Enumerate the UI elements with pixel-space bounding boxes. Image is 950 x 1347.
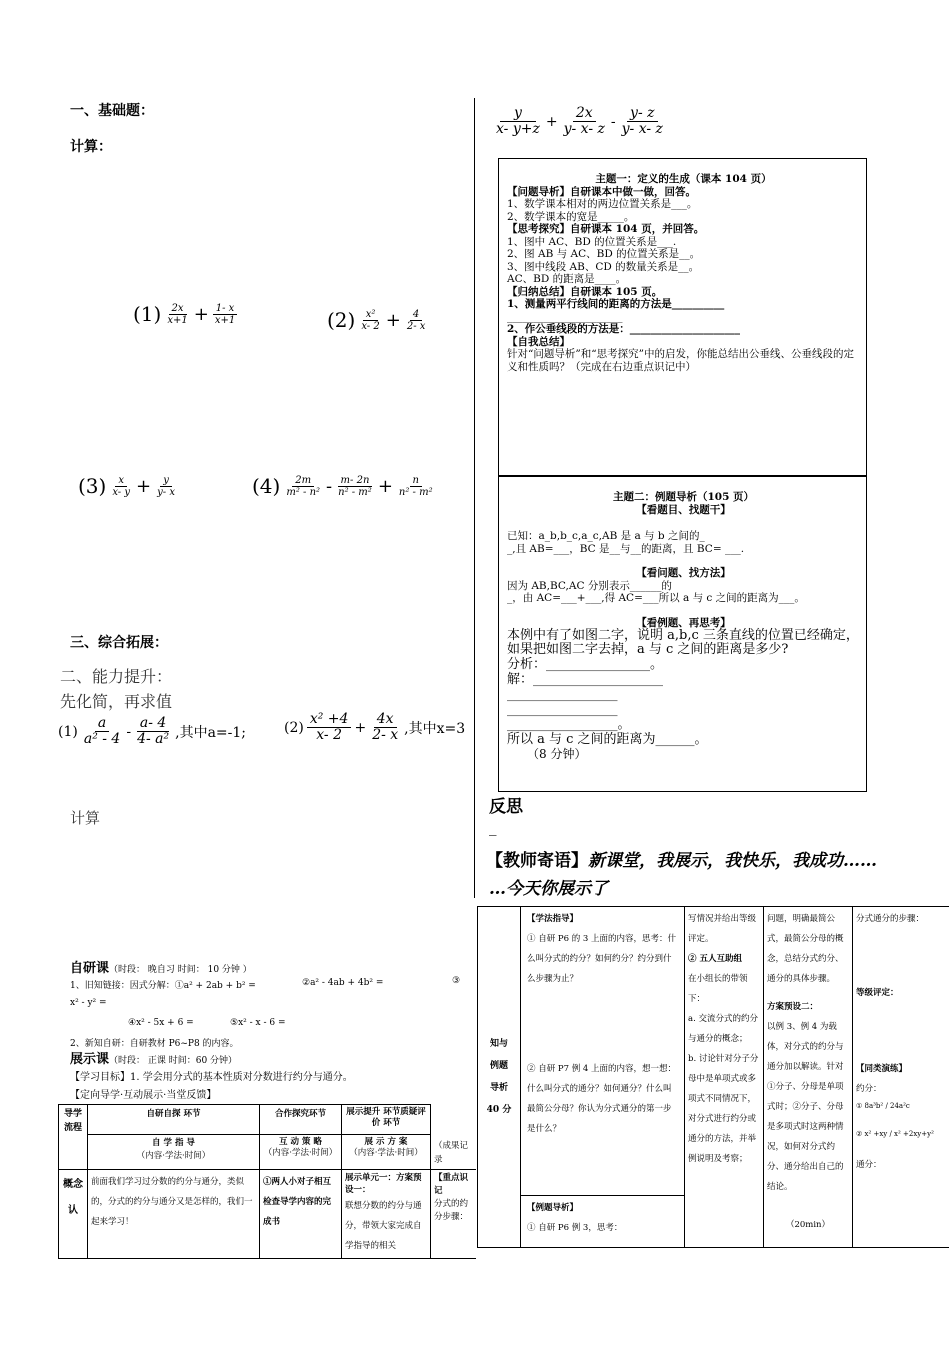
problem-2 <box>327 308 431 332</box>
problem-4 <box>252 474 439 498</box>
learning-mode: 【定向导学·互动展示·当堂反馈】 <box>70 1090 217 1101</box>
fraction: $\frac{y}{y- x}$ <box>157 474 175 498</box>
new-knowledge: 2、新知自研：自研教材 P6~P8 的内容。 <box>70 1039 239 1049</box>
problem-number: (1) <box>58 723 78 740</box>
condition: ,其中x=3 <box>404 720 466 737</box>
column-divider <box>474 98 475 898</box>
guide-item-1: ① 自研 P6 的 3 上面的内容，思考：什么叫分式的约分？如何约分？约分到什么步骤为止？ <box>527 934 677 984</box>
fraction: $\frac{4x}{2- x}$ <box>372 711 399 744</box>
row-coop: ①两人小对子相互检查导学内容的完成书 <box>260 1169 342 1258</box>
row-label: 概念认 <box>59 1169 88 1258</box>
fraction: $\frac{2x}{x+1}$ <box>167 302 188 326</box>
theme-1-line: 【问题导析】自研课本中做一做，回答。 <box>507 185 696 198</box>
theme-1-line: 1、数学课本相对的两边位置关系是___。 <box>507 198 698 210</box>
show-text: 以例 3、例 4 为载体，对分式的约分与通分加以解读。针对①分子、分母是单项式时；②分子、分母是多项式时这两种情况，如何对分式约分、通分给出自己的结论。 <box>767 1022 844 1192</box>
theme-2-text: 因为 AB,BC,AC 分别表示______的 <box>507 579 672 592</box>
theme-1-line: 【归纳总结】自研课本 105 页。 <box>507 285 663 298</box>
operator: - <box>610 113 616 130</box>
theme-2-box <box>498 476 867 792</box>
review-line: ⑤x² - x - 6 = <box>230 1018 286 1028</box>
col-label: 知与例题导析 40 分 <box>478 907 521 1248</box>
theme-2-text: 已知：a_b,b_c,a_c,AB 是 a 与 b 之间的_ <box>507 530 705 542</box>
problem-3 <box>78 474 181 498</box>
fraction: $\frac{\text{x² +4}}{x- 2}$ <box>307 712 352 744</box>
theme-1-line: 2、作公垂线段的方法是：_____________________ <box>507 323 741 335</box>
lesson-table <box>477 906 949 1248</box>
theme-2-text: 本例中有了如图二字，说明 a,b,c 三条直线的位置已经确定，如果把如图二字去掉，a 与 c 之间的距离是多少? <box>507 628 859 657</box>
operator: + <box>354 719 367 736</box>
show-plan-title: 方案预设二： <box>767 1002 819 1012</box>
guide-item-2: ② 自研 P7 例 4 上面的内容，想一想：什么叫分式的通分？如何通分？什么叫最简公分母？你认为分式通分的第一步是什么？ <box>527 1064 677 1134</box>
self-study-header <box>70 957 252 976</box>
common-label: 通分： <box>856 1160 882 1170</box>
theme-1-title: 主题一：定义的生成（课本 104 页） <box>595 173 772 185</box>
coop-strategy-header: 互 动 策 略 （内容·学法·时间） <box>260 1135 342 1169</box>
calc2-label: 计算 <box>70 809 101 827</box>
row-show: 展示单元一：方案预设一： 联想分数的约分与通分，带领大家完成自学指导的相关 <box>342 1169 431 1258</box>
example-item: ① 自研 P6 例 3，思考： <box>527 1223 623 1233</box>
show-plan-header: 展 示 方 案 （内容·学法·时间） <box>342 1135 431 1169</box>
self-study-meta: （时段： 晚自习 时间： 10 分钟 ） <box>109 965 252 975</box>
operator: + <box>385 309 401 331</box>
fraction: $\frac{x}{x- y}$ <box>112 474 131 498</box>
fraction: $\frac{m- 2n}{\text{n² - m²}}$ <box>338 474 372 498</box>
review-line: x² - y² = <box>70 998 107 1008</box>
problem-number: (2) <box>284 719 304 736</box>
coop-title: ② 五人互助组 <box>688 954 742 964</box>
theme-1-line: 2、图 AB 与 AC、BD 的位置关系是__。 <box>507 248 701 260</box>
practice-q2: ② x² +xy / x² +2xy+y² <box>856 1130 934 1138</box>
show-title: 展示课 <box>70 1052 110 1067</box>
fraction: $\frac{2m}{\text{m² - n²}}$ <box>286 474 321 498</box>
practice-q1: ① 8a³b² / 24a²c <box>856 1102 910 1110</box>
problem-number: (2) <box>327 308 356 332</box>
review-line: ②a² - 4ab + 4b² = <box>302 978 384 988</box>
coop-text: 写情况并给出等级评定。 <box>688 914 757 944</box>
flow-table <box>58 1104 476 1259</box>
theme-1-line: 针对“问题导析”和“思考探究”中的启发，你能总结出公垂线、公垂线段的定义和性质吗？（完成在右边重点识记中） <box>507 348 854 373</box>
simplify-label: 先化简，再求值 <box>60 692 173 711</box>
calc-label: 计算： <box>70 139 112 155</box>
theme-2-sub: 【看问题、找方法】 <box>636 567 731 579</box>
theme-2-text: _,且 AB=___，BC 是__与__的距离，且 BC= ___. <box>507 542 745 555</box>
theme-2-text: 所以 a 与 c 之间的距离为______。 <box>507 732 708 747</box>
reflect-label: 反思 <box>489 797 523 817</box>
self-header: 自研自探 环节 <box>88 1105 260 1135</box>
theme-1-line: 【自我总结】 <box>507 335 570 348</box>
self-guide-header: 自 学 指 导 （内容·学法·时间） <box>88 1135 260 1169</box>
extend-title: 三、综合拓展： <box>70 635 168 651</box>
operator: + <box>545 113 558 130</box>
problem-number: (1) <box>133 302 162 326</box>
theme-1-line: 1、测量两平行线间的距离的方法是__________ <box>507 298 725 310</box>
theme-2-sub: 【看题目、找题干】 <box>636 503 731 516</box>
teacher-label: 【教师寄语】 <box>486 851 588 871</box>
eval-problem-1 <box>58 716 246 748</box>
problem-number: (4) <box>252 474 281 498</box>
operator: - <box>126 723 132 740</box>
flow-header: 导学流程 <box>59 1105 88 1170</box>
fraction: $\frac{4}{2- x}$ <box>406 308 426 332</box>
fraction: $\frac{a- 4}{\text{4- a²}}$ <box>137 715 170 748</box>
show-header-cell: 展示提升 环节质疑评价 环节 <box>342 1105 431 1135</box>
review-line: ③ <box>452 976 461 986</box>
example-title: 【例题导析】 <box>527 1203 579 1213</box>
show-text: 问题，明确最简公式，最简公分母的概念，总结分式约分、通分的具体步骤。 <box>767 914 844 984</box>
problem-number: (3) <box>78 474 107 498</box>
coop-text: 在小组长的带领下： <box>688 974 748 1004</box>
reduce-label: 约分： <box>856 1084 882 1094</box>
theme-1-line: 3、图中线段 AB、CD 的数量关系是__。 <box>507 260 700 273</box>
theme-2-text: _________________ <box>507 687 618 702</box>
guide-title: 【学法指导】 <box>527 914 579 924</box>
theme-2-text: _，由 AC=___+___,得 AC=___所以 a 与 c 之间的距离为___。 <box>507 592 805 604</box>
fraction: $\frac{1- x}{x+1}$ <box>212 303 238 326</box>
show-header <box>70 1048 237 1067</box>
col-coop <box>685 907 764 1248</box>
note-text: 分式通分的步骤： <box>856 914 925 924</box>
theme-2-title: 主题二：例题导析（105 页） <box>612 491 755 503</box>
row-note: 【重点识记 分式的约分步骤： <box>431 1169 477 1258</box>
condition: ,其中a=-1; <box>175 724 247 741</box>
fraction: $\frac{a}{\text{a² - 4}}$ <box>83 715 121 748</box>
operator: + <box>136 475 152 497</box>
theme-1-line: 2、数学课本的宽是_____。 <box>507 210 635 223</box>
theme-2-text: _________________。 <box>507 717 631 732</box>
review-line: ④x² - 5x + 6 = <box>128 1018 194 1028</box>
theme-2-sub: 【看例题、再思考】 <box>636 616 731 629</box>
operator: + <box>377 475 393 497</box>
theme-2-text: 分析：________________。 <box>507 657 664 672</box>
operator: - <box>326 475 333 497</box>
fraction: $\frac{n}{\text{n² - m²}}$ <box>398 474 433 498</box>
review-line: 1、旧知链接：因式分解：①a² + 2ab + b² = <box>70 981 256 991</box>
theme-2-time: （8 分钟） <box>527 747 587 761</box>
col-show <box>764 907 853 1248</box>
fraction: $\frac{2x}{y- x- z}$ <box>563 105 605 138</box>
show-meta: （时段： 正课 时间：60 分钟） <box>109 1056 238 1066</box>
coop-header: 合作探究环节 <box>260 1105 342 1135</box>
teacher-msg-2: …今天你展示了 <box>489 879 608 899</box>
fraction: $\frac{y- z}{y- x- z}$ <box>621 105 663 138</box>
col-note <box>853 907 950 1248</box>
self-study-title: 自研课 <box>70 961 110 976</box>
col-guide <box>521 907 685 1248</box>
theme-1-line: 【思考探究】自研课本 104 页，并回答。 <box>507 223 705 235</box>
reflect-dash: _ <box>489 818 497 836</box>
theme-1-line: ______________________ <box>507 310 623 323</box>
theme-2-text: _________________ <box>507 702 618 717</box>
ability-title: 二、能力提升： <box>60 667 173 686</box>
grade-label: 等级评定： <box>856 988 899 998</box>
problem-1 <box>133 302 241 326</box>
coop-text: b. 讨论针对分子分母中是单项式或多项式不同情况下，对分式进行约分或通分的方法，并举例说明及考察； <box>688 1054 759 1164</box>
teacher-msg: 新课堂，我展示，我快乐，我成功…… <box>588 851 877 871</box>
row-self: 前面我们学习过分数的约分与通分，类似的，分式的约分与通分又是怎样的，我们一起来学习！ <box>88 1169 260 1258</box>
fraction: $\frac{y}{x- y+z}$ <box>496 105 540 138</box>
theme-1-line: AC、BD 的距离是____。 <box>507 273 627 285</box>
operator: + <box>193 303 209 325</box>
eval-problem-2 <box>284 712 465 744</box>
learning-goal: 【学习目标】1. 学会用分式的基本性质对分数进行约分与通分。 <box>70 1072 353 1083</box>
note-header: （成果记录 <box>431 1105 477 1170</box>
theme-1-line: 1、图中 AC、BD 的位置关系是___. <box>507 235 677 248</box>
theme-1-box <box>498 158 867 476</box>
coop-text: a. 交流分式的约分与通分的概念； <box>688 1014 758 1044</box>
practice-title: 【同类演练】 <box>856 1064 908 1074</box>
show-time: （20min） <box>785 1220 831 1230</box>
fraction: $\frac{\text{x²}}{x- 2}$ <box>361 308 380 332</box>
teacher-message <box>486 846 877 871</box>
theme-2-text: 解：____________________ <box>507 672 664 687</box>
basic-title: 一、基础题： <box>70 103 154 119</box>
right-formula <box>490 106 669 138</box>
